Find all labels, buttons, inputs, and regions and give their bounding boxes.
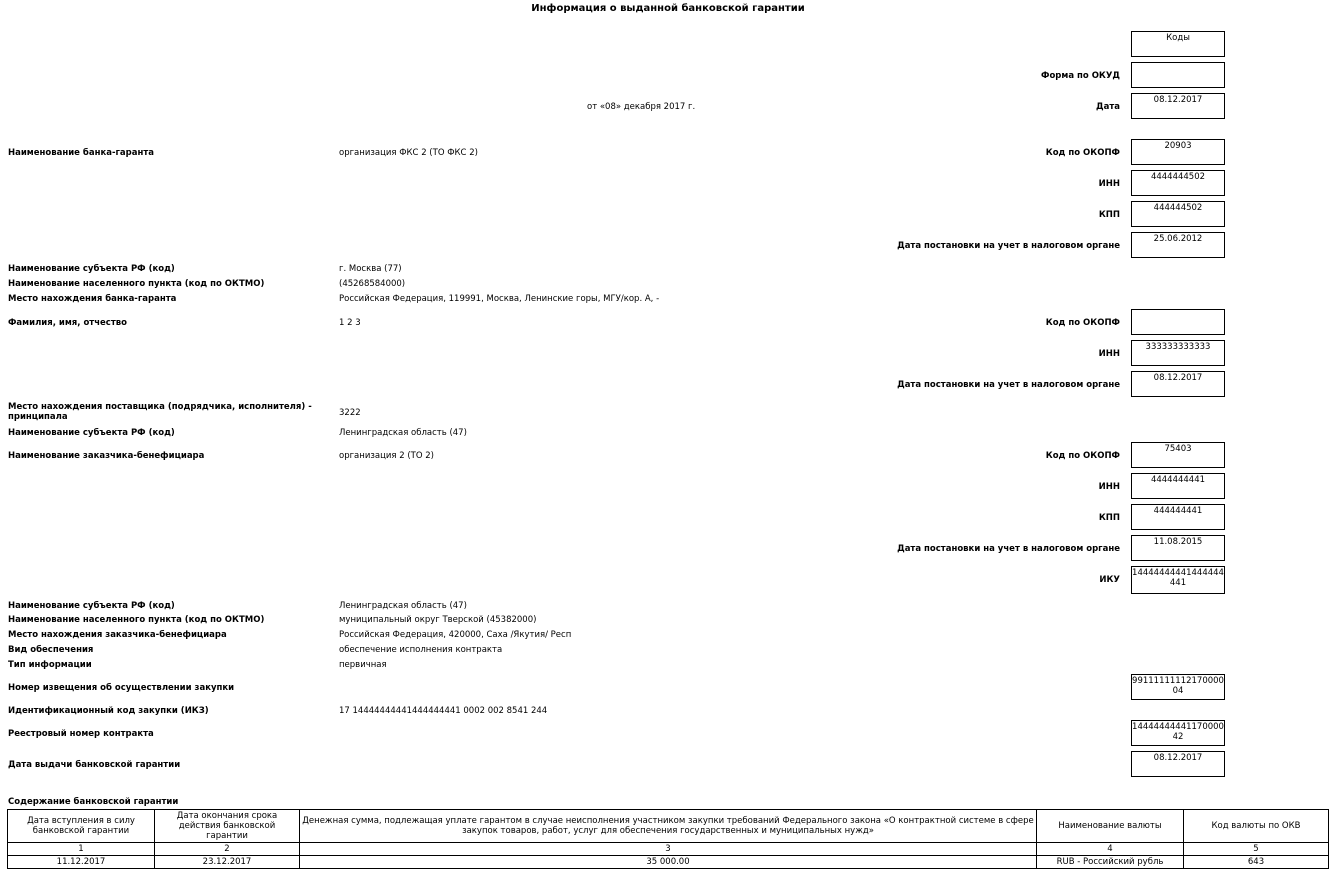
start-date-cell: 11.12.2017 — [8, 856, 155, 869]
header-amount: Денежная сумма, подлежащая уплате гарантом в случае неисполнения участником закупки требований Федерального закона «О контрактной системе в сфере закупок товаров, работ, услуг для обеспечения государственных и муниципальных нужд» — [300, 810, 1037, 843]
header-end-date: Дата окончания срока действия банковской гарантии — [155, 810, 300, 843]
notice-label: Номер извещения об осуществлении закупки — [8, 683, 235, 693]
principal-region-value: Ленинградская область (47) — [339, 428, 467, 438]
bank-kpp-label: КПП — [1098, 210, 1120, 220]
header-currency-name: Наименование валюты — [1037, 810, 1184, 843]
customer-tax-date-label: Дата постановки на учет в налоговом органе — [897, 544, 1120, 554]
customer-kpp-value: 444444441 — [1131, 504, 1225, 530]
okud-label: Форма по ОКУД — [1041, 71, 1120, 81]
date-label: Дата — [1096, 102, 1120, 112]
bank-name-value: организация ФКС 2 (ТО ФКС 2) — [339, 148, 478, 158]
bank-inn-label: ИНН — [1098, 179, 1120, 189]
customer-region-value: Ленинградская область (47) — [339, 601, 467, 611]
customer-iku-label: ИКУ — [1099, 575, 1120, 585]
date-line: от «08» декабря 2017 г. — [587, 102, 696, 112]
bank-inn-value: 4444444502 — [1131, 170, 1225, 196]
info-type-value: первичная — [339, 660, 387, 670]
issue-date-label: Дата выдачи банковской гарантии — [8, 760, 181, 770]
table-number-row — [8, 843, 1329, 856]
customer-okopf-value: 75403 — [1131, 442, 1225, 468]
contract-label: Реестровый номер контракта — [8, 729, 154, 739]
principal-region-label: Наименование субъекта РФ (код) — [8, 428, 175, 438]
column-number: 1 — [8, 843, 155, 856]
principal-okopf-value — [1131, 309, 1225, 335]
customer-address-label: Место нахождения заказчика-бенефициара — [8, 630, 227, 640]
currency-code-cell: 643 — [1184, 856, 1329, 869]
principal-address-value: 3222 — [339, 408, 361, 418]
customer-kpp-label: КПП — [1098, 513, 1120, 523]
principal-address-label-2: принципала — [8, 412, 68, 422]
date-value: 08.12.2017 — [1131, 93, 1225, 119]
principal-fio-label: Фамилия, имя, отчество — [8, 318, 127, 328]
codes-header-box — [1131, 31, 1225, 57]
notice-value: 9911111111217000004 — [1131, 674, 1225, 700]
principal-address-label-1: Место нахождения поставщика (подрядчика, исполнителя) - — [8, 402, 312, 412]
principal-inn-value: 333333333333 — [1131, 340, 1225, 366]
principal-inn-label: ИНН — [1098, 349, 1120, 359]
principal-tax-date-label: Дата постановки на учет в налоговом органе — [897, 380, 1120, 390]
table-row — [8, 856, 1329, 869]
customer-address-value: Российская Федерация, 420000, Саха /Якутия/ Респ — [339, 630, 572, 640]
info-type-label: Тип информации — [8, 660, 92, 670]
customer-locality-label: Наименование населенного пункта (код по ОКТМО) — [8, 615, 265, 625]
guarantee-content-table — [7, 809, 1329, 869]
header-currency-code: Код валюты по ОКВ — [1184, 810, 1329, 843]
bank-address-value: Российская Федерация, 119991, Москва, Ленинские горы, МГУ/кор. А, - — [339, 294, 660, 304]
codes-header: Коды — [1166, 33, 1190, 43]
column-number: 3 — [300, 843, 1037, 856]
bank-okopf-label: Код по ОКОПФ — [1045, 148, 1120, 158]
contract-value: 1444444444117000042 — [1131, 720, 1225, 746]
column-number: 5 — [1184, 843, 1329, 856]
principal-fio-value: 1 2 3 — [339, 318, 361, 328]
customer-locality-value: муниципальный округ Тверской (45382000) — [339, 615, 537, 625]
bank-tax-date-label: Дата постановки на учет в налоговом органе — [897, 241, 1120, 251]
issue-date-value: 08.12.2017 — [1131, 751, 1225, 777]
bank-region-label: Наименование субъекта РФ (код) — [8, 264, 175, 274]
amount-cell: 35 000.00 — [300, 856, 1037, 869]
principal-tax-date-value: 08.12.2017 — [1131, 371, 1225, 397]
okud-value — [1131, 62, 1225, 88]
bank-name-label: Наименование банка-гаранта — [8, 148, 155, 158]
ikz-label: Идентификационный код закупки (ИКЗ) — [8, 706, 209, 716]
customer-okopf-label: Код по ОКОПФ — [1045, 451, 1120, 461]
ikz-value: 17 14444444441444444441 0002 002 8541 244 — [339, 706, 548, 716]
customer-inn-value: 4444444441 — [1131, 473, 1225, 499]
customer-name-label: Наименование заказчика-бенефициара — [8, 451, 205, 461]
column-number: 2 — [155, 843, 300, 856]
currency-name-cell: RUB - Российский рубль — [1037, 856, 1184, 869]
header-start-date: Дата вступления в силу банковской гарантии — [8, 810, 155, 843]
bank-okopf-value: 20903 — [1131, 139, 1225, 165]
customer-iku-value: 14444444441444444441 — [1131, 566, 1225, 594]
security-label: Вид обеспечения — [8, 645, 94, 655]
customer-name-value: организация 2 (ТО 2) — [339, 451, 434, 461]
bank-locality-value: (45268584000) — [339, 279, 406, 289]
column-number: 4 — [1037, 843, 1184, 856]
bank-address-label: Место нахождения банка-гаранта — [8, 294, 177, 304]
customer-region-label: Наименование субъекта РФ (код) — [8, 601, 175, 611]
end-date-cell: 23.12.2017 — [155, 856, 300, 869]
bank-kpp-value: 444444502 — [1131, 201, 1225, 227]
principal-okopf-label: Код по ОКОПФ — [1045, 318, 1120, 328]
content-title: Содержание банковской гарантии — [8, 797, 179, 807]
table-header-row — [8, 810, 1329, 843]
page-title: Информация о выданной банковской гарантии — [531, 3, 805, 14]
bank-region-value: г. Москва (77) — [339, 264, 402, 274]
customer-inn-label: ИНН — [1098, 482, 1120, 492]
security-value: обеспечение исполнения контракта — [339, 645, 503, 655]
customer-tax-date-value: 11.08.2015 — [1131, 535, 1225, 561]
bank-tax-date-value: 25.06.2012 — [1131, 232, 1225, 258]
bank-locality-label: Наименование населенного пункта (код по ОКТМО) — [8, 279, 265, 289]
